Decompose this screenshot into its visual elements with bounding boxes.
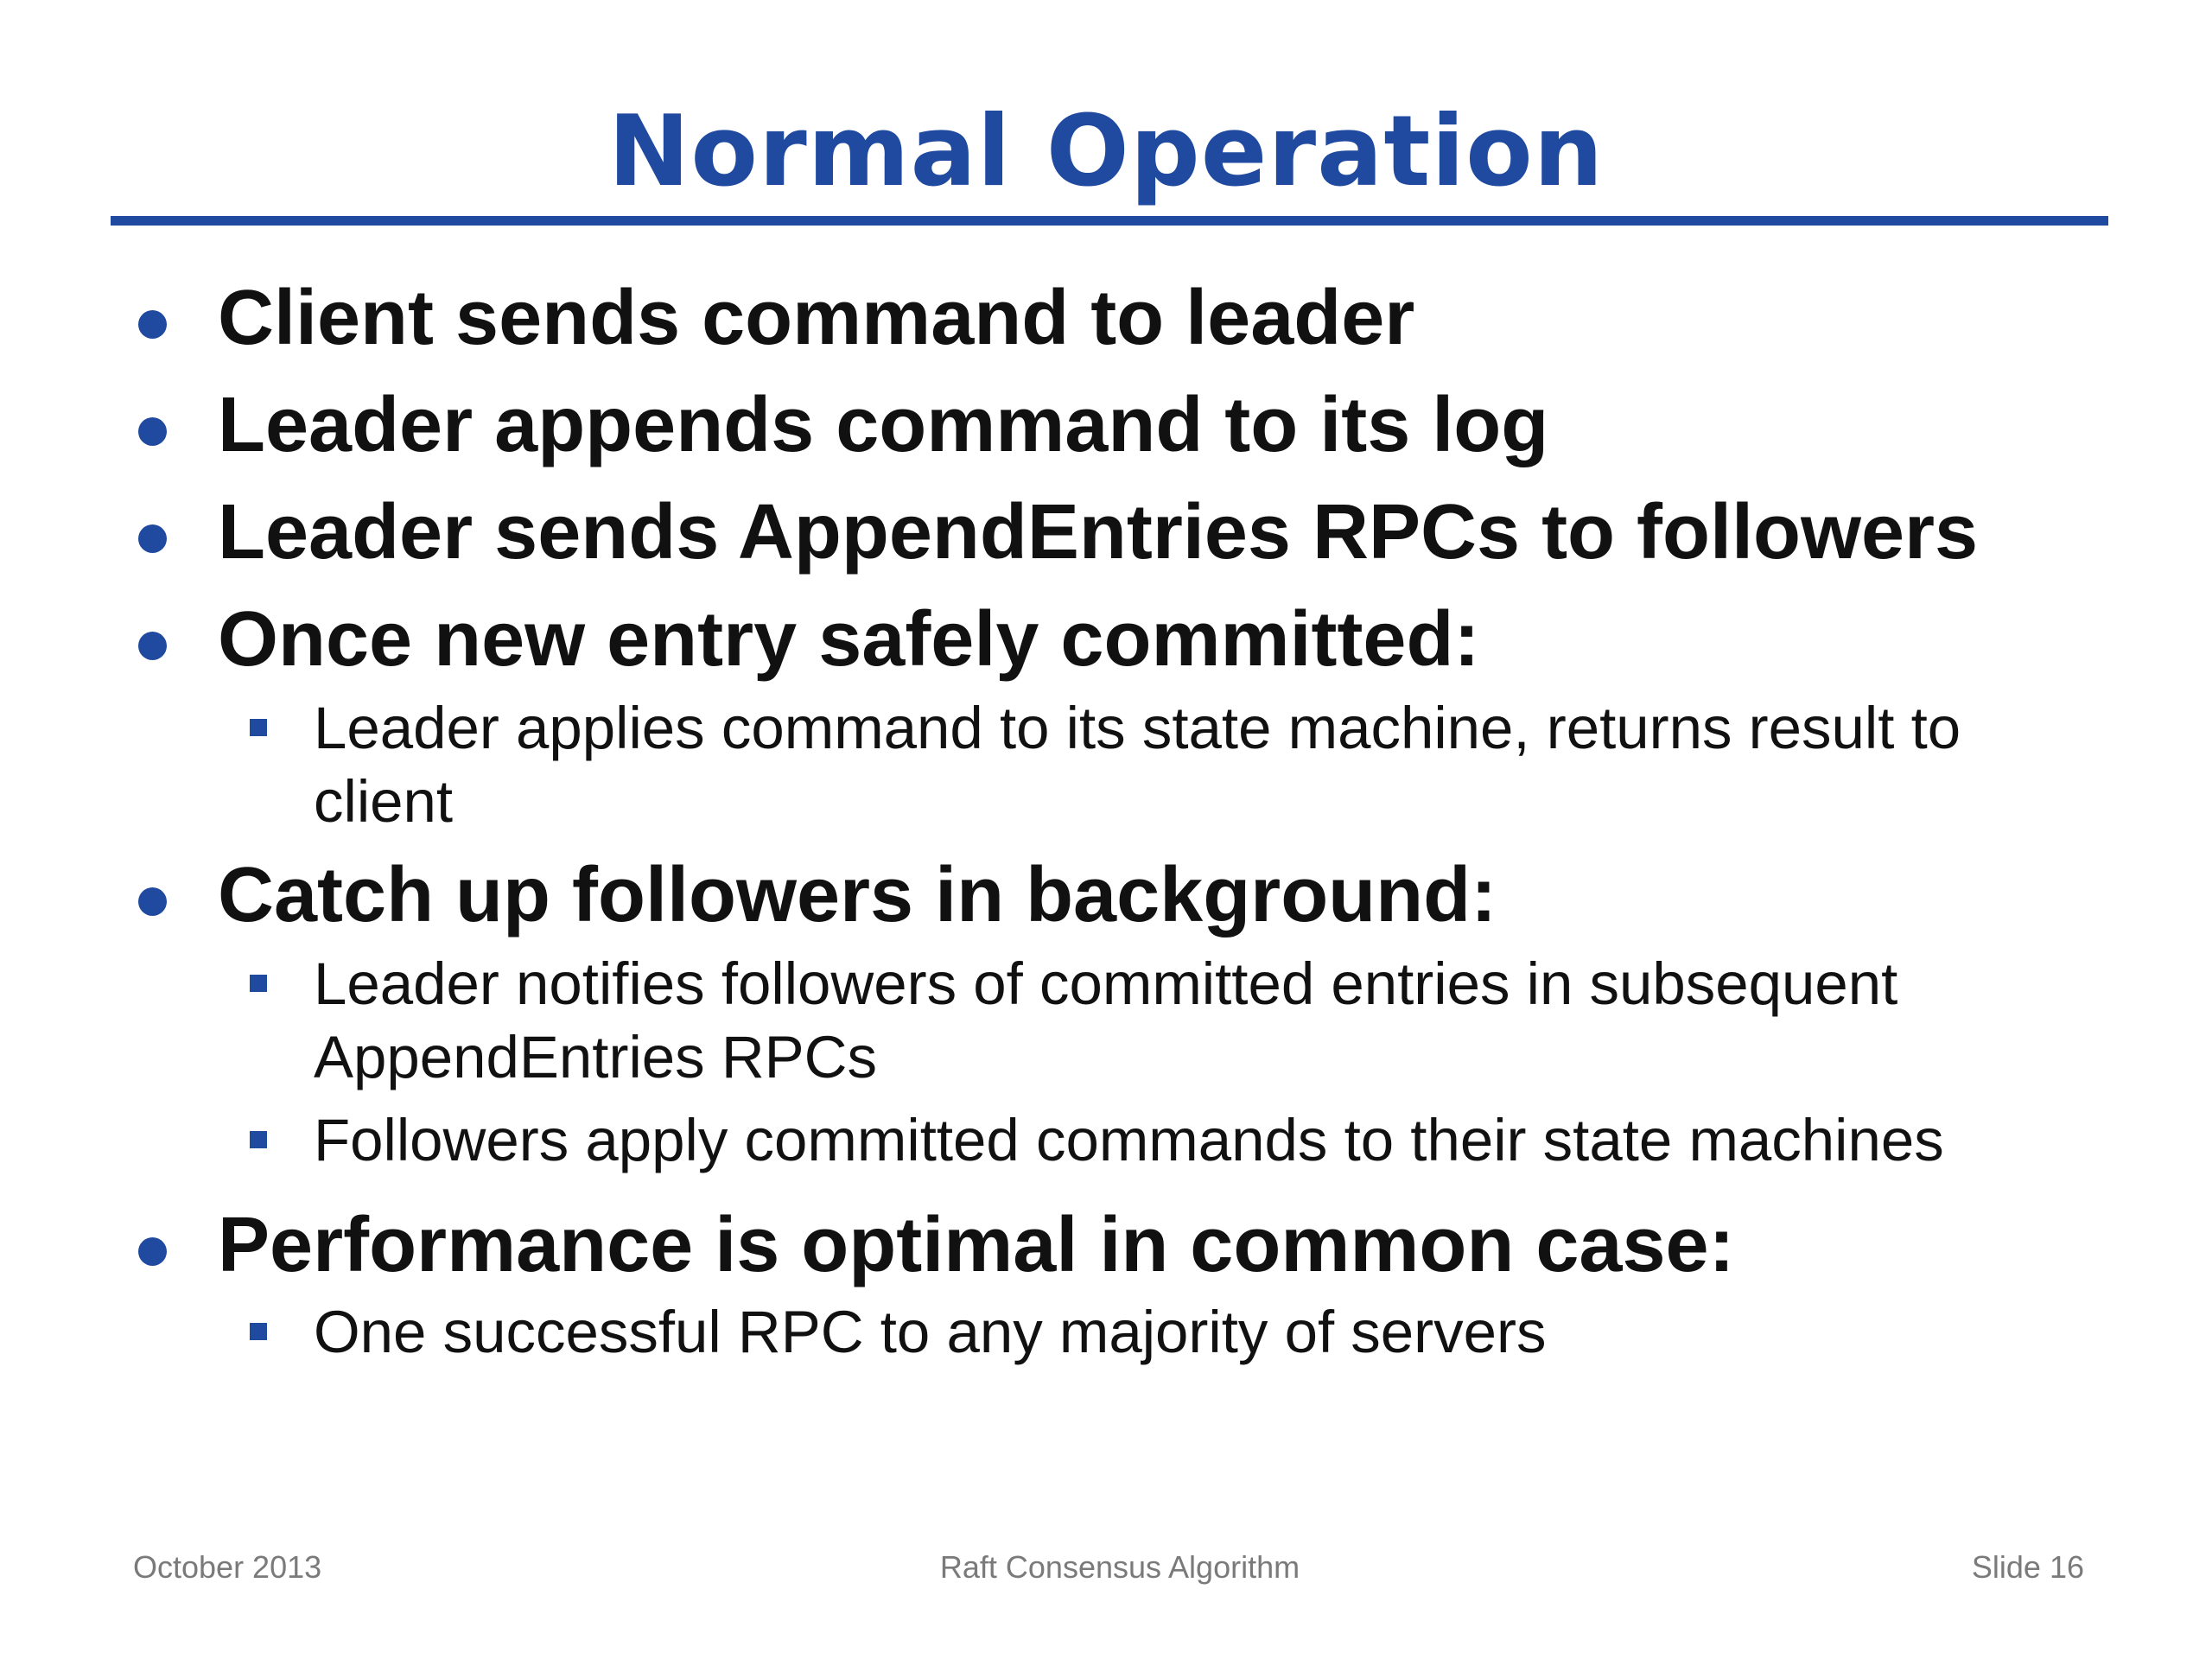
- footer-slide-number: Slide 16: [1971, 1549, 2084, 1585]
- bullet-dot-icon: [138, 524, 167, 553]
- slide-title: Normal Operation: [607, 94, 1605, 208]
- bullet-dot-icon: [138, 417, 167, 446]
- bullet-item: Leader sends AppendEntries RPCs to followers: [218, 489, 1979, 575]
- bullet-dot-icon: [138, 1237, 167, 1266]
- footer-date: October 2013: [133, 1549, 322, 1585]
- sub-bullet-square-icon: [250, 1323, 267, 1340]
- sub-bullet-item: One successful RPC to any majority of servers: [314, 1299, 1547, 1365]
- bullet-item: Leader appends command to its log: [218, 382, 1549, 468]
- sub-bullet-item: Leader applies command to its state machine, returns result to client: [314, 695, 1961, 835]
- bullet-item: Client sends command to leader: [218, 275, 1415, 361]
- bullet-dot-icon: [138, 310, 167, 339]
- sub-bullet-item: Followers apply committed commands to their state machines: [314, 1107, 1944, 1173]
- bullet-item: Performance is optimal in common case:: [218, 1202, 1735, 1288]
- bullet-item: Catch up followers in background:: [218, 852, 1497, 938]
- bullet-item: Once new entry safely committed:: [218, 596, 1480, 683]
- footer-title: Raft Consensus Algorithm: [939, 1549, 1300, 1585]
- bullet-dot-icon: [138, 887, 167, 916]
- sub-bullet-square-icon: [250, 1131, 267, 1148]
- bullet-dot-icon: [138, 632, 167, 660]
- sub-bullet-square-icon: [250, 975, 267, 992]
- sub-bullet-square-icon: [250, 719, 267, 736]
- sub-bullet-item: Leader notifies followers of committed entries in subsequent AppendEntries RPCs: [314, 950, 1898, 1090]
- title-divider: [111, 216, 2108, 226]
